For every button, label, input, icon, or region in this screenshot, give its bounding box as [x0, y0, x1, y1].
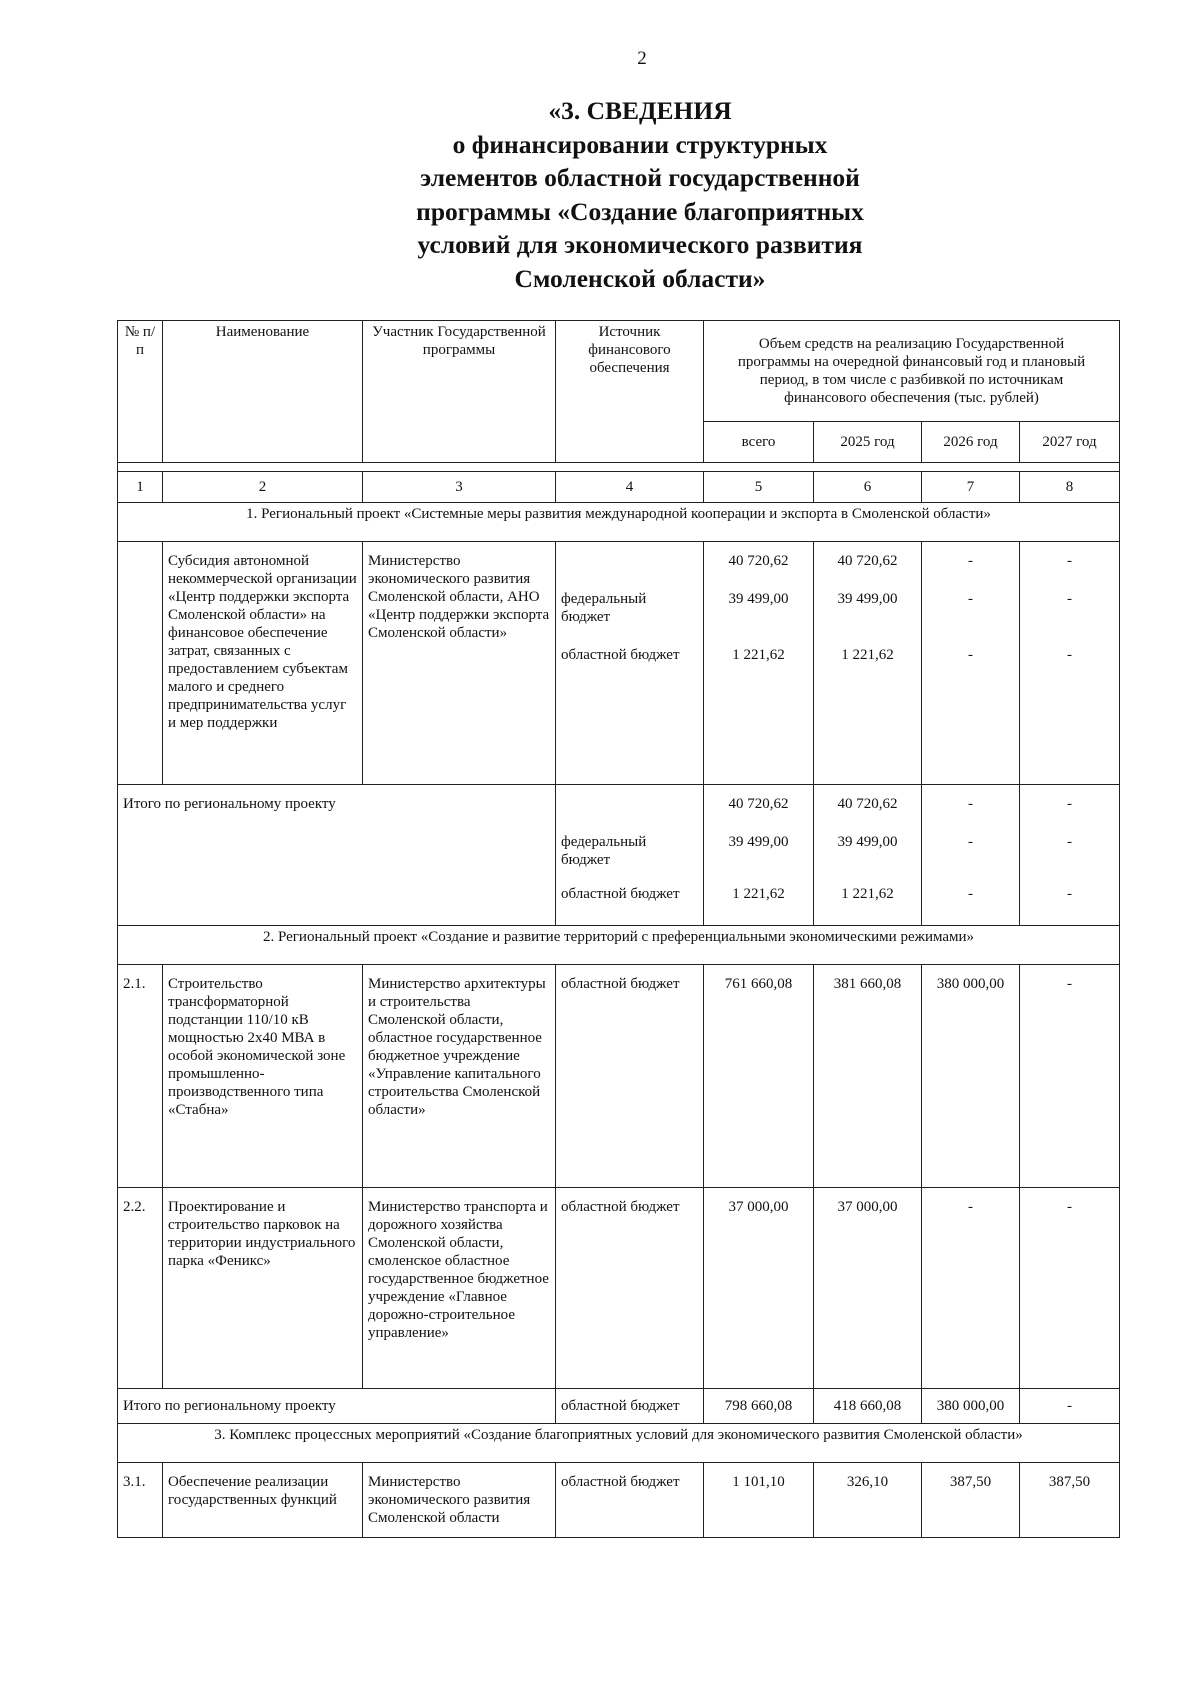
- value: -: [968, 886, 973, 902]
- col-number: 2: [163, 472, 363, 503]
- total-label: Итого по региональному проекту: [118, 1389, 556, 1424]
- header-source: Источник финансового обеспечения: [556, 321, 704, 463]
- source-line: [561, 552, 698, 590]
- header-num: № п/п: [118, 321, 163, 463]
- item-total: 37 000,00: [704, 1188, 814, 1389]
- document-title: [300, 94, 980, 295]
- item-participant: Министерство транспорта и дорожного хозяйства Смоленской области, смоленское областное государственное бюджетное учреждение «Главное дорожно-строительное управление»: [363, 1188, 556, 1389]
- section-2-total-row: [118, 1389, 1120, 1424]
- source-line: федеральный бюджет: [561, 591, 647, 625]
- item-total: 1 101,10: [704, 1463, 814, 1538]
- total-2027: -: [1020, 1389, 1120, 1424]
- item-source: областной бюджет: [556, 1463, 704, 1538]
- header-row: [118, 321, 1120, 422]
- value: 1 221,62: [841, 647, 894, 663]
- value: 1 221,62: [732, 886, 785, 902]
- item-2025: 381 660,08: [814, 965, 922, 1188]
- item-total: 761 660,08: [704, 965, 814, 1188]
- financing-table: [117, 320, 1120, 1538]
- source-line: областной бюджет: [561, 886, 680, 902]
- header-2027: 2027 год: [1020, 422, 1120, 463]
- value: 1 221,62: [841, 886, 894, 902]
- section-title-row: [118, 503, 1120, 542]
- col-number: 1: [118, 472, 163, 503]
- item-source-cell: [556, 542, 704, 785]
- value: 40 720,62: [837, 553, 898, 569]
- value: -: [1067, 591, 1073, 607]
- section-2-title: 2. Региональный проект «Создание и развитие территорий с преференциальными экономическими режимами»: [118, 926, 1120, 965]
- value: 39 499,00: [837, 591, 898, 607]
- section-2-item-row: [118, 965, 1120, 1188]
- total-2026: 380 000,00: [922, 1389, 1020, 1424]
- total-2025: 418 660,08: [814, 1389, 922, 1424]
- col-number: 7: [922, 472, 1020, 503]
- item-num: 3.1.: [118, 1463, 163, 1538]
- value: -: [968, 647, 973, 663]
- value: -: [1067, 886, 1073, 902]
- value: 40 720,62: [837, 796, 898, 812]
- section-title-row: [118, 1424, 1120, 1463]
- source-line: [561, 795, 698, 833]
- value: 1 221,62: [732, 647, 785, 663]
- value: -: [968, 796, 973, 812]
- value: -: [1067, 834, 1073, 850]
- spacer-row: [118, 463, 1120, 472]
- section-1-total-row: [118, 785, 1120, 926]
- item-2027: -: [1020, 1188, 1120, 1389]
- value: -: [968, 834, 973, 850]
- total-total-cell: [704, 785, 814, 926]
- total-total: 798 660,08: [704, 1389, 814, 1424]
- item-source: областной бюджет: [556, 1188, 704, 1389]
- item-name: Субсидия автономной некоммерческой организации «Центр поддержки экспорта Смоленской области» на финансовое обеспечение затрат, связанных с предоставлением субъектам малого и среднего предпринимательства услуг и мер поддержки: [163, 542, 363, 785]
- value: -: [1067, 553, 1073, 569]
- item-2026-cell: [922, 542, 1020, 785]
- value: -: [1067, 647, 1073, 663]
- col-number: 4: [556, 472, 704, 503]
- item-2025-cell: [814, 542, 922, 785]
- title-line: элементов областной государственной: [420, 163, 860, 192]
- item-2026: 387,50: [922, 1463, 1020, 1538]
- col-number: 5: [704, 472, 814, 503]
- header-2026: 2026 год: [922, 422, 1020, 463]
- header-participant: Участник Государственной программы: [363, 321, 556, 463]
- total-2027-cell: [1020, 785, 1120, 926]
- item-num: [118, 542, 163, 785]
- title-line: «3. СВЕДЕНИЯ: [548, 96, 732, 125]
- item-2027: 387,50: [1020, 1463, 1120, 1538]
- item-2027: -: [1020, 965, 1120, 1188]
- section-2-item-row: [118, 1188, 1120, 1389]
- title-line: о финансировании структурных: [452, 129, 828, 159]
- source-line: федеральный бюджет: [561, 834, 647, 868]
- header-2025: 2025 год: [814, 422, 922, 463]
- item-2025: 326,10: [814, 1463, 922, 1538]
- total-2026-cell: [922, 785, 1020, 926]
- total-2025-cell: [814, 785, 922, 926]
- value: 39 499,00: [837, 834, 898, 850]
- value: 40 720,62: [728, 553, 789, 569]
- title-line: условий для экономического развития: [417, 230, 863, 259]
- section-3-item-row: [118, 1463, 1120, 1538]
- section-1-title: 1. Региональный проект «Системные меры развития международной кооперации и экспорта в Смоленской области»: [118, 503, 1120, 542]
- total-source: областной бюджет: [556, 1389, 704, 1424]
- value: 39 499,00: [728, 591, 789, 607]
- item-source: областной бюджет: [556, 965, 704, 1188]
- total-source-cell: [556, 785, 704, 926]
- value: 40 720,62: [728, 796, 789, 812]
- item-name: Проектирование и строительство парковок на территории индустриального парка «Феникс»: [163, 1188, 363, 1389]
- item-num: 2.1.: [118, 965, 163, 1188]
- section-title-row: [118, 926, 1120, 965]
- item-participant: Министерство экономического развития Смоленской области, АНО «Центр поддержки экспорта Смоленской области»: [363, 542, 556, 785]
- column-numbers-row: [118, 472, 1120, 503]
- col-number: 8: [1020, 472, 1120, 503]
- item-participant: Министерство экономического развития Смоленской области: [363, 1463, 556, 1538]
- item-2026: -: [922, 1188, 1020, 1389]
- value: -: [968, 591, 973, 607]
- col-number: 3: [363, 472, 556, 503]
- section-3-title: 3. Комплекс процессных мероприятий «Создание благоприятных условий для экономического развития Смоленской области»: [118, 1424, 1120, 1463]
- header-volume: Объем средств на реализацию Государственной программы на очередной финансовый год и плановый период, в том числе с разбивкой по источникам финансового обеспечения (тыс. рублей): [704, 321, 1120, 422]
- title-line: Смоленской области»: [514, 263, 766, 293]
- item-2027-cell: [1020, 542, 1120, 785]
- value: -: [1067, 796, 1073, 812]
- total-label: Итого по региональному проекту: [118, 785, 556, 926]
- page-number: 2: [637, 48, 647, 69]
- source-line: областной бюджет: [561, 647, 680, 663]
- section-1-item-row: [118, 542, 1120, 785]
- item-name: Строительство трансформаторной подстанции 110/10 кВ мощностью 2х40 МВА в особой экономической зоне промышленно-производственного типа «Стабна»: [163, 965, 363, 1188]
- item-name: Обеспечение реализации государственных функций: [163, 1463, 363, 1538]
- value: 39 499,00: [728, 834, 789, 850]
- item-participant: Министерство архитектуры и строительства Смоленской области, областное государственное бюджетное учреждение «Управление капитального строительства Смоленской области»: [363, 965, 556, 1188]
- item-2026: 380 000,00: [922, 965, 1020, 1188]
- col-number: 6: [814, 472, 922, 503]
- title-line: программы «Создание благоприятных: [416, 196, 864, 226]
- value: -: [968, 553, 973, 569]
- header-total: всего: [704, 422, 814, 463]
- item-num: 2.2.: [118, 1188, 163, 1389]
- item-total-cell: [704, 542, 814, 785]
- header-name: Наименование: [163, 321, 363, 463]
- item-2025: 37 000,00: [814, 1188, 922, 1389]
